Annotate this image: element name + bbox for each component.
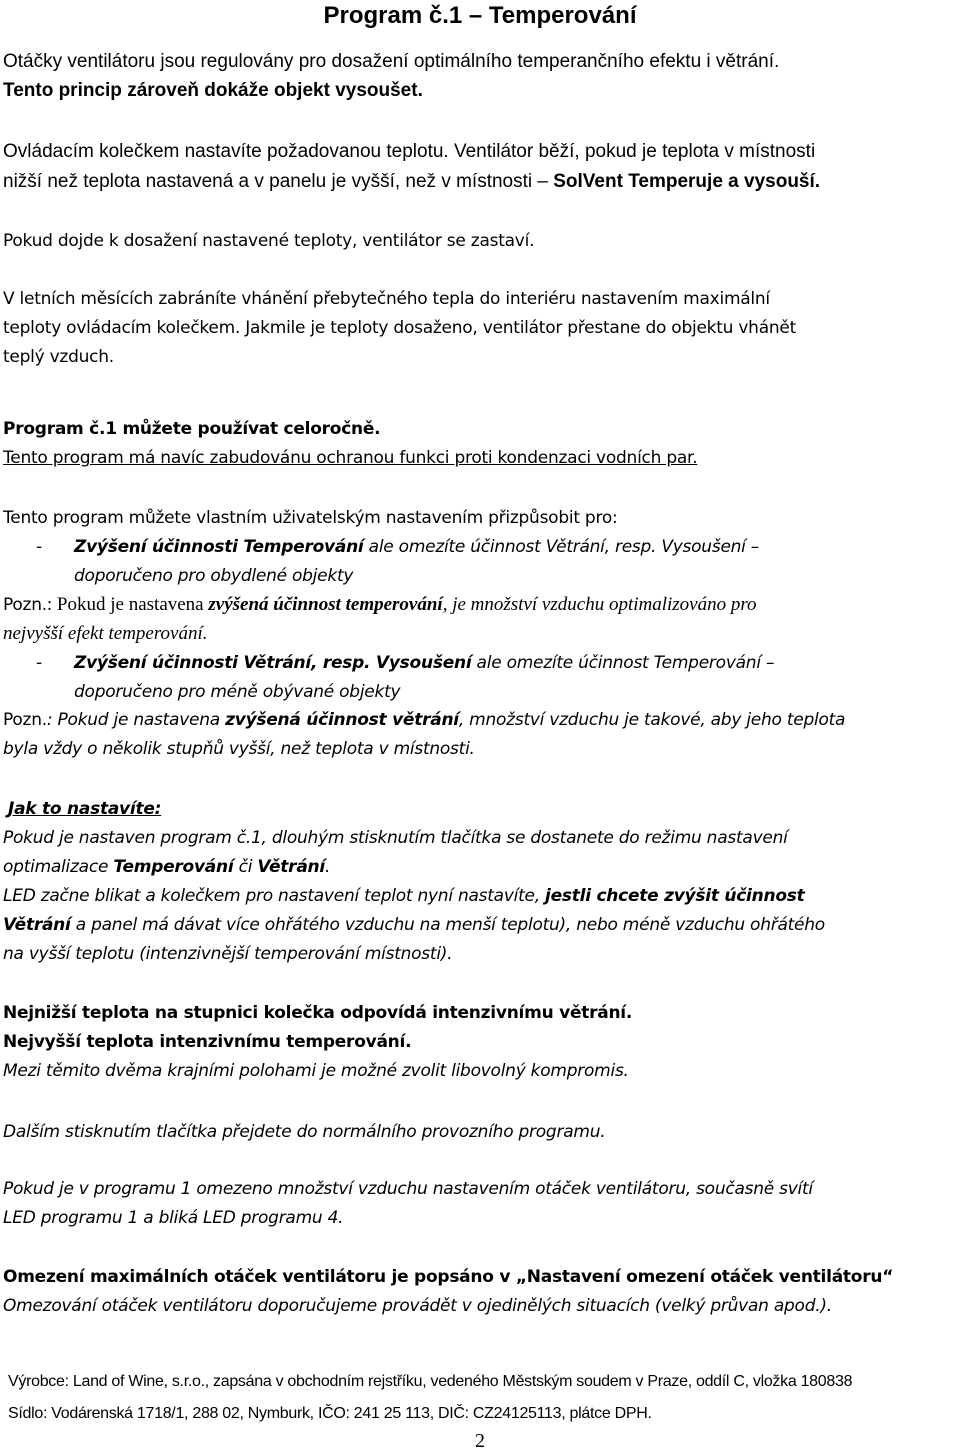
setpoint-text: nižší než teplota nastavená a v panelu je vyšší, než v místnosti – [3, 171, 554, 192]
howto-line-5: na vyšší teplotu (intenzivnější temperování místnosti). [3, 944, 453, 964]
footer-manufacturer: Výrobce: Land of Wine, s.r.o., zapsána v obchodním rejstříku, vedeného Městským soudem v Praze, oddíl C, vložka 180838 [8, 1373, 853, 1390]
howto-temper: Temperování [113, 857, 234, 877]
summer-line-3: teplý vzduch. [3, 347, 114, 367]
next-press-note: Dalším stisknutím tlačítka přejdete do normálního provozního programu. [3, 1122, 606, 1142]
bullet-dash: - [36, 537, 42, 557]
option-temper-label: Zvýšení účinnosti Temperování [74, 537, 364, 557]
howto-vent-2: Větrání [3, 915, 71, 935]
note-vent-line-2: byla vždy o několik stupňů vyšší, než teplota v místnosti. [3, 739, 475, 759]
howto-heading: Jak to nastavíte: [8, 799, 162, 819]
reduced-line-2: LED programu 1 a bliká LED programu 4. [3, 1208, 344, 1228]
reduced-line-1: Pokud je v programu 1 omezeno množství vzduchu nastavením otáček ventilátoru, současně svítí [3, 1179, 813, 1199]
footer-address: Sídlo: Vodárenská 1718/1, 288 02, Nymburk, IČO: 241 25 113, DIČ: CZ24125113, plátce DPH. [8, 1405, 652, 1422]
note-temper-b: zvýšená účinnost temperování [208, 594, 443, 615]
howto-line-2 [3, 855, 330, 879]
option-vent-text: ale omezíte účinnost Temperování – [471, 653, 775, 673]
note-vent-line-1 [3, 708, 845, 732]
intro-line-2: Tento princip zároveň dokáže objekt vysoušet. [3, 80, 423, 101]
condensation-note: Tento program má navíc zabudovánu ochranou funkci proti kondenzaci vodních par. [3, 448, 698, 468]
note-vent-a: : Pokud je nastavena [46, 710, 226, 730]
extreme-compromise: Mezi těmito dvěma krajními polohami je možné zvolit libovolný kompromis. [3, 1061, 629, 1081]
bullet-dash: - [36, 653, 42, 673]
howto-panel-text: a panel má dávat více ohřátého vzduchu na menší teplotu), nebo méně vzduchu ohřátého [70, 915, 825, 935]
option-vent-line-1 [74, 651, 774, 675]
note-temper-line-2: nejvyšší efekt temperování. [3, 623, 208, 644]
page-title: Program č.1 – Temperování [323, 2, 637, 29]
howto-period: . [324, 857, 331, 877]
limit-line-2: Omezování otáček ventilátoru doporučujeme provádět v ojedinělých situacích (velký průvan apod.). [3, 1296, 832, 1316]
led-text: LED začne blikat a kolečkem pro nastavení teplot nyní nastavíte, [3, 886, 546, 906]
intro-line-1: Otáčky ventilátoru jsou regulovány pro dosažení optimálního temperančního efektu i větrání. [3, 51, 780, 72]
note-temper-a: : Pokud je nastavena [46, 594, 209, 615]
note-temper-c: , je množství vzduchu optimalizováno pro [442, 594, 757, 615]
option-vent-label: Zvýšení účinnosti Větrání, resp. [74, 653, 371, 673]
howto-vent: Větrání [257, 857, 325, 877]
summer-line-2: teploty ovládacím kolečkem. Jakmile je teploty dosaženo, ventilátor přestane do objektu vhánět [3, 318, 797, 338]
note-vent-c: , množství vzduchu je takové, aby jeho teplota [458, 710, 846, 730]
note-prefix: Pozn. [3, 595, 47, 615]
option-temper-line-2: doporučeno pro obydlené objekty [74, 566, 354, 586]
summer-line-1: V letních měsících zabráníte vhánění přebytečného tepla do interiéru nastavením maximální [3, 289, 770, 309]
year-round-note: Program č.1 můžete používat celoročně. [3, 419, 381, 439]
note-temper-line-1 [3, 593, 757, 617]
howto-text: optimalizace [3, 857, 114, 877]
option-temper-line-1 [74, 535, 759, 559]
howto-line-1: Pokud je nastaven program č.1, dlouhým stisknutím tlačítka se dostanete do režimu nastavení [3, 828, 788, 848]
extreme-low: Nejnižší teplota na stupnici kolečka odpovídá intenzivnímu větrání. [3, 1003, 633, 1023]
customize-intro: Tento program můžete vlastním uživatelským nastavením přizpůsobit pro: [3, 508, 618, 528]
howto-line-3 [3, 884, 805, 908]
option-vent-label-2: Vysoušení [370, 653, 472, 673]
page-number: 2 [475, 1430, 485, 1452]
stop-sentence: Pokud dojde k dosažení nastavené teploty, ventilátor se zastaví. [3, 231, 535, 251]
note-vent-b: zvýšená účinnost větrání [225, 710, 459, 730]
setpoint-line-1: Ovládacím kolečkem nastavíte požadovanou teplotu. Ventilátor běží, pokud je teplota v místnosti [3, 141, 816, 162]
option-temper-text: ale omezíte účinnost Větrání, resp. Vysoušení – [363, 537, 760, 557]
howto-line-4 [3, 913, 825, 937]
extreme-high: Nejvyšší teplota intenzivnímu temperování. [3, 1032, 412, 1052]
howto-or: či [233, 857, 258, 877]
setpoint-line-2 [3, 170, 820, 194]
option-vent-line-2: doporučeno pro méně obývané objekty [74, 682, 401, 702]
limit-line-1: Omezení maximálních otáček ventilátoru je popsáno v „Nastavení omezení otáček ventilátoru“ [3, 1267, 894, 1287]
led-bold: jestli chcete zvýšit účinnost [545, 886, 805, 906]
solvent-status: SolVent Temperuje a vysouší. [553, 171, 821, 192]
note-prefix: Pozn. [3, 710, 47, 730]
